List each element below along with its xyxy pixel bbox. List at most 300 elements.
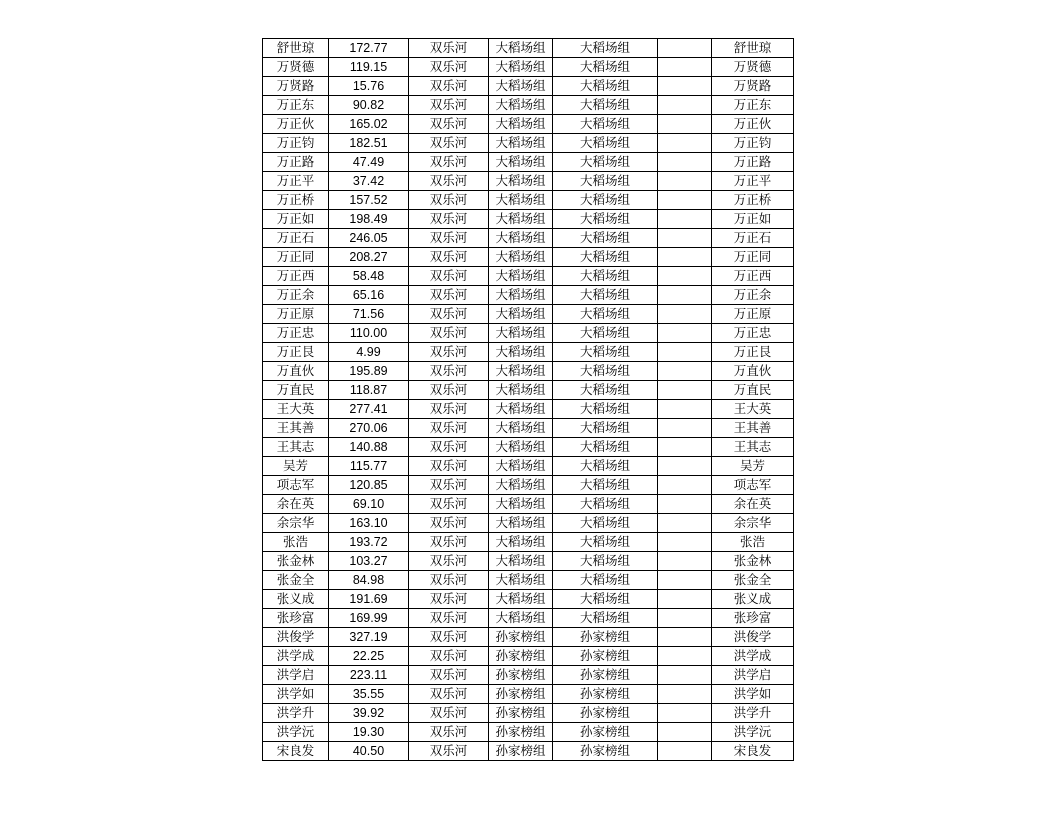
- name-cell: 吴芳: [263, 457, 329, 476]
- area-cell: 118.87: [329, 381, 409, 400]
- group-cell-2: 大稻场组: [553, 514, 658, 533]
- table-row: [263, 514, 794, 533]
- group-cell-2: 大稻场组: [553, 438, 658, 457]
- name-cell: 余在英: [263, 495, 329, 514]
- name-cell: 洪学成: [263, 647, 329, 666]
- group-cell: 大稻场组: [489, 267, 553, 286]
- name-cell: 万正同: [263, 248, 329, 267]
- name-cell-2: 万正同: [712, 248, 794, 267]
- name-cell-2: 万正忠: [712, 324, 794, 343]
- village-cell: 双乐河: [409, 229, 489, 248]
- blank-cell: [658, 324, 712, 343]
- area-cell: 115.77: [329, 457, 409, 476]
- name-cell: 万正如: [263, 210, 329, 229]
- area-cell: 163.10: [329, 514, 409, 533]
- name-cell-2: 王其善: [712, 419, 794, 438]
- table-row: [263, 77, 794, 96]
- name-cell-2: 万正原: [712, 305, 794, 324]
- area-cell: 169.99: [329, 609, 409, 628]
- blank-cell: [658, 685, 712, 704]
- group-cell-2: 大稻场组: [553, 495, 658, 514]
- name-cell: 万正西: [263, 267, 329, 286]
- area-cell: 47.49: [329, 153, 409, 172]
- name-cell-2: 张义成: [712, 590, 794, 609]
- area-cell: 165.02: [329, 115, 409, 134]
- group-cell: 大稻场组: [489, 495, 553, 514]
- table-row: [263, 134, 794, 153]
- group-cell: 孙家榜组: [489, 666, 553, 685]
- area-cell: 35.55: [329, 685, 409, 704]
- blank-cell: [658, 495, 712, 514]
- name-cell-2: 万正钧: [712, 134, 794, 153]
- blank-cell: [658, 58, 712, 77]
- blank-cell: [658, 286, 712, 305]
- name-cell-2: 万正艮: [712, 343, 794, 362]
- name-cell: 洪俊学: [263, 628, 329, 647]
- name-cell-2: 张金林: [712, 552, 794, 571]
- name-cell-2: 王其志: [712, 438, 794, 457]
- name-cell: 洪学沅: [263, 723, 329, 742]
- village-cell: 双乐河: [409, 362, 489, 381]
- group-cell: 大稻场组: [489, 305, 553, 324]
- group-cell-2: 大稻场组: [553, 115, 658, 134]
- blank-cell: [658, 400, 712, 419]
- group-cell-2: 大稻场组: [553, 590, 658, 609]
- name-cell: 张义成: [263, 590, 329, 609]
- area-cell: 110.00: [329, 324, 409, 343]
- group-cell: 大稻场组: [489, 134, 553, 153]
- table-row: [263, 647, 794, 666]
- group-cell-2: 大稻场组: [553, 172, 658, 191]
- blank-cell: [658, 742, 712, 761]
- name-cell: 张金林: [263, 552, 329, 571]
- name-cell: 项志军: [263, 476, 329, 495]
- group-cell: 大稻场组: [489, 324, 553, 343]
- village-cell: 双乐河: [409, 533, 489, 552]
- group-cell: 大稻场组: [489, 210, 553, 229]
- group-cell: 大稻场组: [489, 248, 553, 267]
- blank-cell: [658, 381, 712, 400]
- table-row: [263, 704, 794, 723]
- table-row: [263, 628, 794, 647]
- group-cell: 孙家榜组: [489, 723, 553, 742]
- name-cell: 宋良发: [263, 742, 329, 761]
- group-cell: 孙家榜组: [489, 742, 553, 761]
- blank-cell: [658, 457, 712, 476]
- village-cell: 双乐河: [409, 723, 489, 742]
- blank-cell: [658, 628, 712, 647]
- area-cell: 71.56: [329, 305, 409, 324]
- blank-cell: [658, 362, 712, 381]
- group-cell: 大稻场组: [489, 115, 553, 134]
- name-cell: 余宗华: [263, 514, 329, 533]
- name-cell-2: 万正东: [712, 96, 794, 115]
- name-cell-2: 万正余: [712, 286, 794, 305]
- blank-cell: [658, 419, 712, 438]
- group-cell-2: 大稻场组: [553, 248, 658, 267]
- area-cell: 140.88: [329, 438, 409, 457]
- group-cell-2: 大稻场组: [553, 305, 658, 324]
- group-cell-2: 大稻场组: [553, 457, 658, 476]
- village-cell: 双乐河: [409, 39, 489, 58]
- name-cell-2: 万正如: [712, 210, 794, 229]
- area-cell: 246.05: [329, 229, 409, 248]
- area-cell: 22.25: [329, 647, 409, 666]
- group-cell: 大稻场组: [489, 533, 553, 552]
- group-cell-2: 大稻场组: [553, 609, 658, 628]
- name-cell-2: 洪学升: [712, 704, 794, 723]
- name-cell: 万正东: [263, 96, 329, 115]
- group-cell-2: 大稻场组: [553, 324, 658, 343]
- village-cell: 双乐河: [409, 476, 489, 495]
- name-cell: 万正原: [263, 305, 329, 324]
- name-cell: 万贤路: [263, 77, 329, 96]
- name-cell: 王大英: [263, 400, 329, 419]
- group-cell-2: 孙家榜组: [553, 685, 658, 704]
- area-cell: 270.06: [329, 419, 409, 438]
- blank-cell: [658, 172, 712, 191]
- name-cell: 张浩: [263, 533, 329, 552]
- name-cell: 万正平: [263, 172, 329, 191]
- village-cell: 双乐河: [409, 514, 489, 533]
- group-cell-2: 大稻场组: [553, 96, 658, 115]
- blank-cell: [658, 210, 712, 229]
- name-cell-2: 舒世琼: [712, 39, 794, 58]
- table-row: [263, 742, 794, 761]
- name-cell: 张珍富: [263, 609, 329, 628]
- group-cell-2: 大稻场组: [553, 191, 658, 210]
- area-cell: 195.89: [329, 362, 409, 381]
- group-cell-2: 大稻场组: [553, 419, 658, 438]
- table-row: [263, 324, 794, 343]
- name-cell-2: 张珍富: [712, 609, 794, 628]
- group-cell: 大稻场组: [489, 590, 553, 609]
- area-cell: 157.52: [329, 191, 409, 210]
- table-row: [263, 457, 794, 476]
- name-cell-2: 张金全: [712, 571, 794, 590]
- village-cell: 双乐河: [409, 438, 489, 457]
- village-cell: 双乐河: [409, 628, 489, 647]
- table-row: [263, 609, 794, 628]
- village-cell: 双乐河: [409, 172, 489, 191]
- name-cell: 万正忠: [263, 324, 329, 343]
- area-cell: 40.50: [329, 742, 409, 761]
- table-row: [263, 723, 794, 742]
- group-cell-2: 大稻场组: [553, 552, 658, 571]
- table-row: [263, 590, 794, 609]
- name-cell-2: 万正伙: [712, 115, 794, 134]
- name-cell: 万正钧: [263, 134, 329, 153]
- name-cell: 王其善: [263, 419, 329, 438]
- table-row: [263, 248, 794, 267]
- blank-cell: [658, 229, 712, 248]
- name-cell-2: 万正石: [712, 229, 794, 248]
- blank-cell: [658, 723, 712, 742]
- group-cell-2: 孙家榜组: [553, 666, 658, 685]
- group-cell-2: 孙家榜组: [553, 628, 658, 647]
- name-cell-2: 余宗华: [712, 514, 794, 533]
- village-cell: 双乐河: [409, 381, 489, 400]
- group-cell: 大稻场组: [489, 172, 553, 191]
- village-cell: 双乐河: [409, 210, 489, 229]
- name-cell: 王其志: [263, 438, 329, 457]
- name-cell: 张金全: [263, 571, 329, 590]
- name-cell: 万正余: [263, 286, 329, 305]
- group-cell-2: 大稻场组: [553, 343, 658, 362]
- table-row: [263, 58, 794, 77]
- table-row: [263, 571, 794, 590]
- table-row: [263, 39, 794, 58]
- village-cell: 双乐河: [409, 495, 489, 514]
- area-cell: 103.27: [329, 552, 409, 571]
- group-cell-2: 孙家榜组: [553, 647, 658, 666]
- group-cell-2: 孙家榜组: [553, 704, 658, 723]
- village-cell: 双乐河: [409, 609, 489, 628]
- group-cell: 大稻场组: [489, 39, 553, 58]
- village-cell: 双乐河: [409, 305, 489, 324]
- table-row: [263, 191, 794, 210]
- blank-cell: [658, 571, 712, 590]
- group-cell-2: 大稻场组: [553, 476, 658, 495]
- blank-cell: [658, 590, 712, 609]
- area-cell: 277.41: [329, 400, 409, 419]
- area-cell: 208.27: [329, 248, 409, 267]
- village-cell: 双乐河: [409, 115, 489, 134]
- table-row: [263, 229, 794, 248]
- blank-cell: [658, 514, 712, 533]
- group-cell-2: 大稻场组: [553, 286, 658, 305]
- name-cell-2: 余在英: [712, 495, 794, 514]
- group-cell: 大稻场组: [489, 381, 553, 400]
- area-cell: 4.99: [329, 343, 409, 362]
- village-cell: 双乐河: [409, 552, 489, 571]
- name-cell-2: 张浩: [712, 533, 794, 552]
- area-cell: 15.76: [329, 77, 409, 96]
- name-cell-2: 吴芳: [712, 457, 794, 476]
- village-cell: 双乐河: [409, 666, 489, 685]
- group-cell-2: 大稻场组: [553, 229, 658, 248]
- table-row: [263, 533, 794, 552]
- name-cell-2: 万正桥: [712, 191, 794, 210]
- data-table: [262, 38, 794, 761]
- village-cell: 双乐河: [409, 134, 489, 153]
- table-row: [263, 115, 794, 134]
- village-cell: 双乐河: [409, 248, 489, 267]
- group-cell: 大稻场组: [489, 191, 553, 210]
- table-row: [263, 210, 794, 229]
- village-cell: 双乐河: [409, 647, 489, 666]
- name-cell: 万正石: [263, 229, 329, 248]
- table-row: [263, 419, 794, 438]
- group-cell-2: 大稻场组: [553, 58, 658, 77]
- name-cell: 万正桥: [263, 191, 329, 210]
- table-row: [263, 172, 794, 191]
- table-row: [263, 552, 794, 571]
- group-cell-2: 大稻场组: [553, 381, 658, 400]
- group-cell: 大稻场组: [489, 77, 553, 96]
- area-cell: 90.82: [329, 96, 409, 115]
- village-cell: 双乐河: [409, 324, 489, 343]
- group-cell-2: 孙家榜组: [553, 723, 658, 742]
- village-cell: 双乐河: [409, 267, 489, 286]
- name-cell-2: 洪学如: [712, 685, 794, 704]
- area-cell: 65.16: [329, 286, 409, 305]
- table-row: [263, 438, 794, 457]
- name-cell-2: 万正西: [712, 267, 794, 286]
- table-row: [263, 305, 794, 324]
- area-cell: 182.51: [329, 134, 409, 153]
- blank-cell: [658, 647, 712, 666]
- name-cell: 舒世琼: [263, 39, 329, 58]
- village-cell: 双乐河: [409, 343, 489, 362]
- village-cell: 双乐河: [409, 96, 489, 115]
- name-cell-2: 万贤路: [712, 77, 794, 96]
- group-cell: 大稻场组: [489, 438, 553, 457]
- group-cell: 大稻场组: [489, 362, 553, 381]
- group-cell: 大稻场组: [489, 571, 553, 590]
- name-cell: 洪学启: [263, 666, 329, 685]
- name-cell-2: 王大英: [712, 400, 794, 419]
- area-cell: 191.69: [329, 590, 409, 609]
- table-body: [263, 39, 794, 761]
- group-cell-2: 大稻场组: [553, 134, 658, 153]
- group-cell-2: 大稻场组: [553, 400, 658, 419]
- name-cell: 万正艮: [263, 343, 329, 362]
- blank-cell: [658, 248, 712, 267]
- area-cell: 172.77: [329, 39, 409, 58]
- blank-cell: [658, 153, 712, 172]
- group-cell-2: 大稻场组: [553, 362, 658, 381]
- group-cell-2: 大稻场组: [553, 153, 658, 172]
- area-cell: 119.15: [329, 58, 409, 77]
- village-cell: 双乐河: [409, 571, 489, 590]
- village-cell: 双乐河: [409, 400, 489, 419]
- table-row: [263, 96, 794, 115]
- blank-cell: [658, 343, 712, 362]
- group-cell: 大稻场组: [489, 514, 553, 533]
- area-cell: 39.92: [329, 704, 409, 723]
- name-cell-2: 万正平: [712, 172, 794, 191]
- group-cell-2: 大稻场组: [553, 571, 658, 590]
- name-cell-2: 洪学启: [712, 666, 794, 685]
- table-row: [263, 153, 794, 172]
- village-cell: 双乐河: [409, 419, 489, 438]
- village-cell: 双乐河: [409, 590, 489, 609]
- village-cell: 双乐河: [409, 77, 489, 96]
- area-cell: 84.98: [329, 571, 409, 590]
- blank-cell: [658, 267, 712, 286]
- blank-cell: [658, 533, 712, 552]
- blank-cell: [658, 96, 712, 115]
- blank-cell: [658, 191, 712, 210]
- table-row: [263, 267, 794, 286]
- blank-cell: [658, 704, 712, 723]
- name-cell-2: 宋良发: [712, 742, 794, 761]
- table-row: [263, 476, 794, 495]
- name-cell-2: 洪学成: [712, 647, 794, 666]
- blank-cell: [658, 552, 712, 571]
- name-cell-2: 万直民: [712, 381, 794, 400]
- area-cell: 69.10: [329, 495, 409, 514]
- name-cell-2: 万直伙: [712, 362, 794, 381]
- name-cell: 万贤德: [263, 58, 329, 77]
- village-cell: 双乐河: [409, 191, 489, 210]
- blank-cell: [658, 476, 712, 495]
- group-cell: 大稻场组: [489, 229, 553, 248]
- village-cell: 双乐河: [409, 286, 489, 305]
- area-cell: 193.72: [329, 533, 409, 552]
- area-cell: 223.11: [329, 666, 409, 685]
- area-cell: 327.19: [329, 628, 409, 647]
- table-row: [263, 286, 794, 305]
- group-cell: 大稻场组: [489, 457, 553, 476]
- blank-cell: [658, 39, 712, 58]
- name-cell: 万直民: [263, 381, 329, 400]
- name-cell-2: 洪俊学: [712, 628, 794, 647]
- blank-cell: [658, 438, 712, 457]
- village-cell: 双乐河: [409, 457, 489, 476]
- village-cell: 双乐河: [409, 704, 489, 723]
- table-row: [263, 495, 794, 514]
- area-cell: 58.48: [329, 267, 409, 286]
- group-cell: 大稻场组: [489, 58, 553, 77]
- table-row: [263, 343, 794, 362]
- blank-cell: [658, 77, 712, 96]
- name-cell-2: 洪学沅: [712, 723, 794, 742]
- table-row: [263, 381, 794, 400]
- blank-cell: [658, 666, 712, 685]
- name-cell: 洪学升: [263, 704, 329, 723]
- group-cell: 大稻场组: [489, 400, 553, 419]
- group-cell: 大稻场组: [489, 476, 553, 495]
- group-cell: 大稻场组: [489, 419, 553, 438]
- area-cell: 198.49: [329, 210, 409, 229]
- name-cell: 万正伙: [263, 115, 329, 134]
- group-cell-2: 大稻场组: [553, 533, 658, 552]
- blank-cell: [658, 305, 712, 324]
- table-row: [263, 685, 794, 704]
- table-row: [263, 666, 794, 685]
- village-cell: 双乐河: [409, 153, 489, 172]
- group-cell-2: 大稻场组: [553, 267, 658, 286]
- area-cell: 19.30: [329, 723, 409, 742]
- area-cell: 37.42: [329, 172, 409, 191]
- group-cell: 孙家榜组: [489, 628, 553, 647]
- group-cell: 大稻场组: [489, 609, 553, 628]
- table-row: [263, 362, 794, 381]
- name-cell: 洪学如: [263, 685, 329, 704]
- group-cell: 大稻场组: [489, 153, 553, 172]
- village-cell: 双乐河: [409, 742, 489, 761]
- group-cell: 大稻场组: [489, 552, 553, 571]
- village-cell: 双乐河: [409, 58, 489, 77]
- table-row: [263, 400, 794, 419]
- blank-cell: [658, 609, 712, 628]
- group-cell: 大稻场组: [489, 96, 553, 115]
- area-cell: 120.85: [329, 476, 409, 495]
- group-cell: 大稻场组: [489, 343, 553, 362]
- group-cell: 大稻场组: [489, 286, 553, 305]
- blank-cell: [658, 115, 712, 134]
- group-cell-2: 大稻场组: [553, 210, 658, 229]
- name-cell: 万正路: [263, 153, 329, 172]
- group-cell-2: 孙家榜组: [553, 742, 658, 761]
- group-cell: 孙家榜组: [489, 704, 553, 723]
- name-cell-2: 万正路: [712, 153, 794, 172]
- name-cell: 万直伙: [263, 362, 329, 381]
- group-cell-2: 大稻场组: [553, 77, 658, 96]
- group-cell: 孙家榜组: [489, 647, 553, 666]
